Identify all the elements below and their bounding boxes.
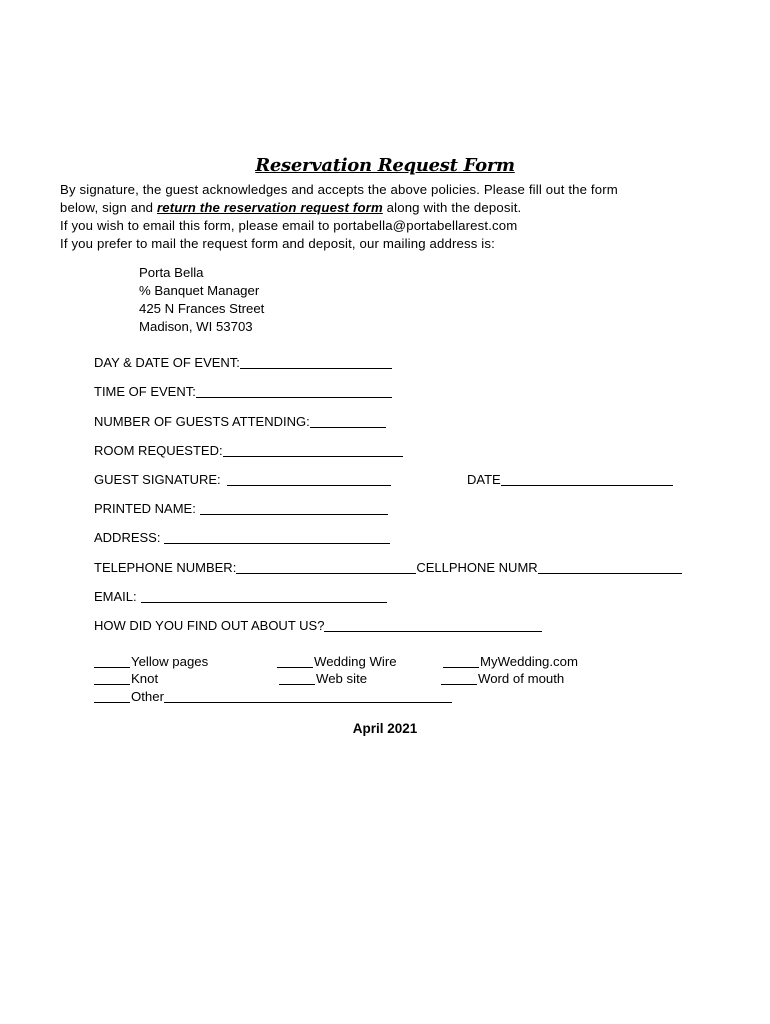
field-date (467, 469, 673, 487)
field-signature-line[interactable] (227, 471, 391, 486)
option-other-line[interactable] (94, 688, 130, 703)
field-time (94, 381, 392, 399)
field-telephone (94, 557, 682, 575)
option-knot (94, 668, 158, 686)
field-room-line[interactable] (223, 442, 403, 457)
field-guests-line[interactable] (310, 413, 386, 428)
field-how-found-line[interactable] (324, 617, 542, 632)
field-cellphone-label: CELLPHONE NUMR (416, 560, 538, 575)
intro-line-4: If you prefer to mail the request form and deposit, our mailing address is: (60, 236, 495, 251)
field-how-found-label: HOW DID YOU FIND OUT ABOUT US? (94, 618, 325, 633)
field-printed-name-line[interactable] (200, 500, 388, 515)
field-printed-name (94, 498, 388, 516)
option-wedding-wire-label: Wedding Wire (314, 654, 397, 669)
form-date-footer: April 2021 (352, 721, 418, 736)
field-room-label: ROOM REQUESTED: (94, 443, 223, 458)
intro-line-1: By signature, the guest acknowledges and accepts the above policies. Please fill out the form (60, 182, 618, 197)
option-yellow-pages-line[interactable] (94, 653, 130, 668)
field-address-line[interactable] (164, 529, 390, 544)
field-signature-label: GUEST SIGNATURE: (94, 472, 221, 487)
field-printed-name-label: PRINTED NAME: (94, 501, 196, 516)
field-telephone-line[interactable] (236, 559, 416, 574)
field-day-date-label: DAY & DATE OF EVENT: (94, 355, 240, 370)
field-day-date (94, 352, 392, 370)
field-email-label: EMAIL: (94, 589, 137, 604)
field-guests-label: NUMBER OF GUESTS ATTENDING: (94, 414, 310, 429)
option-wedding-wire (277, 651, 397, 669)
form-title: Reservation Request Form (255, 155, 515, 176)
option-other-label: Other (131, 689, 164, 704)
option-web-site (279, 668, 367, 686)
option-knot-label: Knot (131, 671, 159, 686)
option-wedding-wire-line[interactable] (277, 653, 313, 668)
intro-line-2-end: along with the deposit. (382, 200, 522, 215)
address-attn: % Banquet Manager (139, 283, 260, 298)
address-name: Porta Bella (139, 265, 204, 280)
field-telephone-label: TELEPHONE NUMBER: (94, 560, 237, 575)
field-guests (94, 411, 386, 429)
intro-line-2-start: below, sign and (60, 200, 157, 215)
intro-emphasis: return the reservation request form (156, 200, 383, 215)
field-address-label: ADDRESS: (94, 530, 161, 545)
option-mywedding (443, 651, 578, 669)
field-room (94, 440, 403, 458)
option-web-site-line[interactable] (279, 670, 315, 685)
option-mywedding-label: MyWedding.com (480, 654, 578, 669)
field-time-label: TIME OF EVENT: (94, 384, 196, 399)
intro-line-2 (60, 199, 720, 217)
option-yellow-pages-label: Yellow pages (131, 654, 209, 669)
field-day-date-line[interactable] (240, 354, 392, 369)
option-word-of-mouth-label: Word of mouth (478, 671, 565, 686)
option-knot-line[interactable] (94, 670, 130, 685)
option-word-of-mouth (441, 668, 564, 686)
field-time-line[interactable] (196, 383, 392, 398)
option-yellow-pages (94, 651, 208, 669)
option-other (94, 686, 453, 704)
mailing-address (139, 264, 264, 336)
option-other-specify-line[interactable] (164, 688, 452, 703)
option-word-of-mouth-line[interactable] (441, 670, 477, 685)
field-date-label: DATE (467, 472, 501, 487)
address-street: 425 N Frances Street (139, 301, 265, 316)
option-web-site-label: Web site (316, 671, 368, 686)
intro-line-3: If you wish to email this form, please email to portabella@portabellarest.com (60, 218, 518, 233)
field-email (94, 586, 387, 604)
address-city: Madison, WI 53703 (139, 319, 253, 334)
field-date-line[interactable] (501, 471, 673, 486)
field-cellphone-line[interactable] (538, 559, 682, 574)
field-how-found (94, 615, 542, 633)
intro-paragraph (60, 181, 720, 253)
field-address (94, 527, 390, 545)
field-email-line[interactable] (141, 588, 387, 603)
field-signature (94, 469, 391, 487)
option-mywedding-line[interactable] (443, 653, 479, 668)
